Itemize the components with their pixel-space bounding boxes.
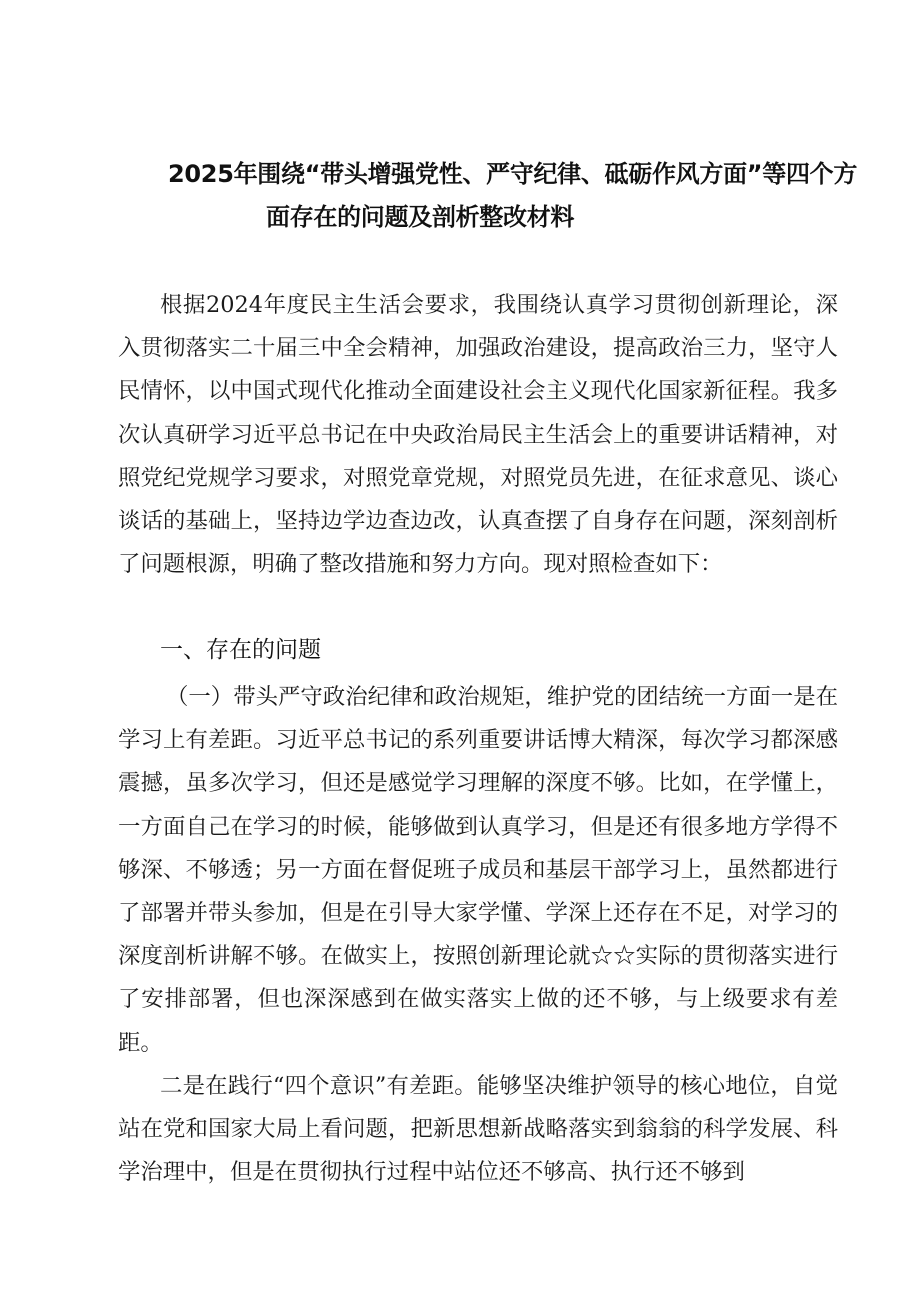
section-heading: 一、存在的问题 (160, 637, 321, 663)
intro-paragraph: 根据2024年度民主生活会要求，我围绕认真学习贯彻创新理论，深入贯彻落实二十届三中全会精神，加强政治建设，提高政治三力，坚守人民情怀，以中国式现代化推动全面建设社会主义现代化国家新征程。我多次认真研学习近平总书记在中央政治局民主生活会上的重要讲话精神，对照党纪党规学习要求，对照党章党规，对照党员先进，在征求意见、谈心谈话的基础上，坚持边学边查边改，认真查摆了自身存在问题，深刻剖析了问题根源，明确了整改措施和努力方向。现对照检查如下： (118, 292, 838, 578)
document-title-line-2: 面存在的问题及剖析整改材料 (266, 203, 575, 231)
document-title-line-1: 2025年围绕“带头增强党性、严守纪律、砥砺作风方面”等四个方 (168, 160, 858, 188)
subsection-paragraph: （一）带头严守政治纪律和政治规矩，维护党的团结统一方面一是在学习上有差距。习近平总书记的系列重要讲话博大精深，每次学习都深感震撼，虽多次学习，但还是感觉学习理解的深度不够。比如，在学懂上，一方面自己在学习的时候，能够做到认真学习，但是还有很多地方学得不够深、不够透；另一方面在督促班子成员和基层干部学习上，虽然都进行了部署并带头参加，但是在引导大家学懂、学深上还存在不足，对学习的深度剖析讲解不够。在做实上，按照创新理论就☆☆实际的贯彻落实进行了安排部署，但也深深感到在做实落实上做的还不够，与上级要求有差距。 (118, 684, 838, 1056)
paragraph-two: 二是在践行“四个意识”有差距。能够坚决维护领导的核心地位，自觉站在党和国家大局上看问题，把新思想新战略落实到翁翁的科学发展、科学治理中，但是在贯彻执行过程中站位还不够高、执行还不够到 (118, 1073, 838, 1186)
